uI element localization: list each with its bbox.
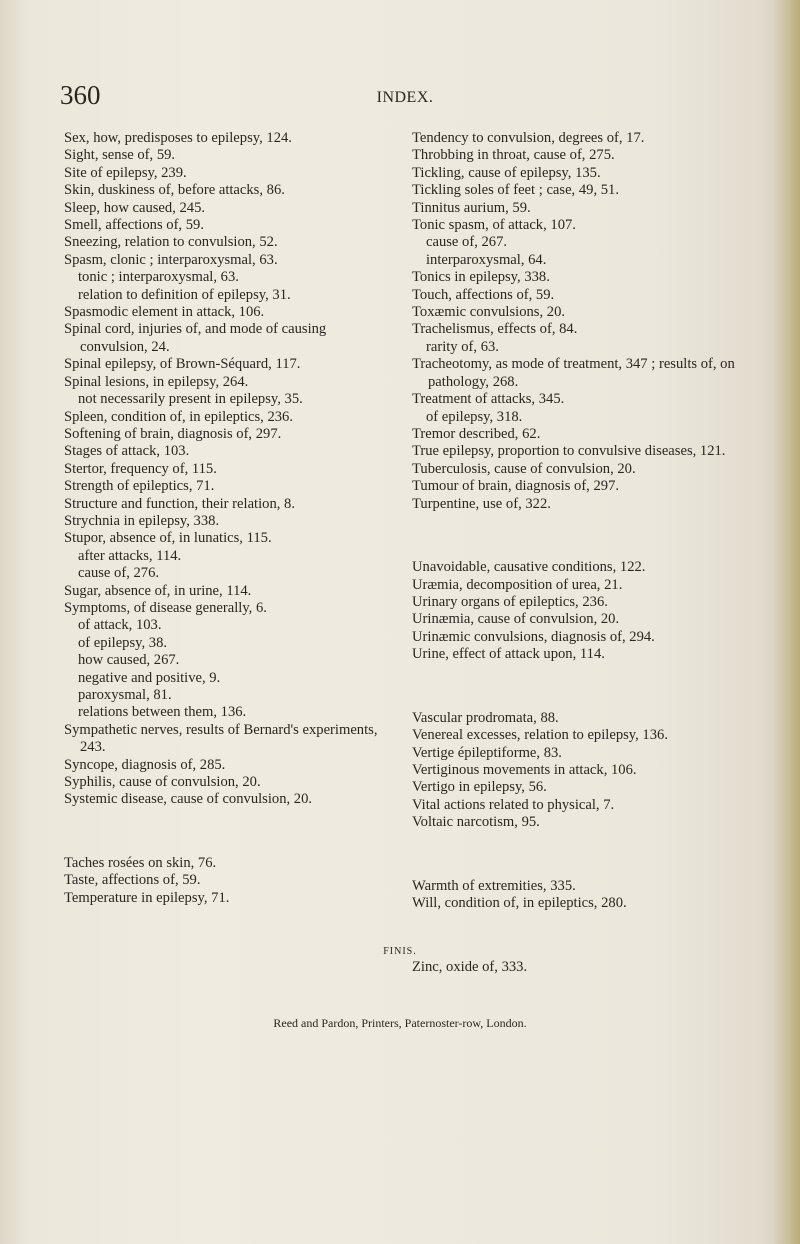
index-entry: Tracheotomy, as mode of treatment, 347 ; results of, on pathology, 268. [412, 356, 735, 390]
index-entry: Urinary organs of epileptics, 236. [412, 593, 608, 610]
index-entry: Stertor, frequency of, 115. [64, 460, 217, 477]
index-subentry: of epilepsy, 38. [78, 634, 168, 651]
index-entry: Tuberculosis, cause of convulsion, 20. [412, 460, 636, 477]
index-entry: Sneezing, relation to convulsion, 52. [64, 234, 278, 251]
index-entry: Vertige épileptiforme, 83. [412, 744, 562, 761]
index-subentry: relations between them, 136. [78, 704, 247, 721]
index-entry: Zinc, oxide of, 333. [412, 958, 528, 975]
index-entry: Tonics in epilepsy, 338. [412, 269, 550, 286]
index-subentry: relation to definition of epilepsy, 31. [78, 286, 291, 303]
index-entry: Voltaic narcotism, 95. [412, 814, 540, 831]
index-entry: Strychnia in epilepsy, 338. [64, 512, 220, 529]
index-entry: True epilepsy, proportion to convulsive diseases, 121. [412, 443, 726, 460]
index-entry: Vascular prodromata, 88. [412, 709, 559, 726]
index-column-right [412, 130, 742, 976]
index-entry: Will, condition of, in epileptics, 280. [412, 895, 627, 912]
index-entry: Stages of attack, 103. [64, 443, 190, 460]
index-entry: Syphilis, cause of convulsion, 20. [64, 774, 261, 791]
index-entry: Throbbing in throat, cause of, 275. [412, 147, 615, 164]
index-subentry: of attack, 103. [78, 617, 162, 634]
index-entry: Structure and function, their relation, 8. [64, 495, 295, 512]
index-entry: Site of epilepsy, 239. [64, 164, 187, 181]
index-entry: Tendency to convulsion, degrees of, 17. [412, 130, 645, 146]
index-entry: Smell, affections of, 59. [64, 217, 204, 234]
index-entry: Turpentine, use of, 322. [412, 495, 551, 512]
finis: FINIS. [383, 946, 417, 957]
index-entry: Vertiginous movements in attack, 106. [412, 761, 637, 778]
index-entry: Sight, sense of, 59. [64, 147, 176, 164]
index-entry: Spinal cord, injuries of, and mode of causing convulsion, 24. [64, 321, 327, 355]
section-gap [412, 846, 742, 863]
index-entry: Unavoidable, causative conditions, 122. [412, 559, 646, 576]
printer-imprint: Reed and Pardon, Printers, Paternoster-row, London. [273, 1016, 527, 1030]
index-entry: Spasmodic element in attack, 106. [64, 304, 265, 321]
index-entry: Urinæmic convulsions, diagnosis of, 294. [412, 628, 655, 645]
index-entry: Spleen, condition of, in epileptics, 236. [64, 408, 294, 425]
index-entry: Treatment of attacks, 345. [412, 391, 565, 408]
index-subentry: cause of, 267. [426, 234, 508, 251]
index-entry: Venereal excesses, relation to epilepsy, 136. [412, 727, 668, 744]
section-gap [412, 528, 742, 545]
page-number: 360 [60, 80, 101, 110]
index-entry: Sleep, how caused, 245. [64, 199, 206, 216]
index-entry: Touch, affections of, 59. [412, 286, 555, 303]
index-entry: Softening of brain, diagnosis of, 297. [64, 425, 282, 442]
index-entry: Sympathetic nerves, results of Bernard's experiments, 243. [64, 721, 378, 756]
index-entry: Uræmia, decomposition of urea, 21. [412, 576, 623, 593]
index-entry: Spinal epilepsy, of Brown-Séquard, 117. [64, 356, 301, 373]
index-subentry: not necessarily present in epilepsy, 35. [78, 391, 303, 408]
index-entry: Taste, affections of, 59. [64, 872, 201, 889]
index-entry: Tickling, cause of epilepsy, 135. [412, 164, 601, 181]
index-entry: Urine, effect of attack upon, 114. [412, 646, 605, 663]
index-subentry: tonic ; interparoxysmal, 63. [78, 269, 239, 286]
index-entry: Syncope, diagnosis of, 285. [64, 756, 226, 773]
index-entry: Vital actions related to physical, 7. [412, 796, 615, 813]
index-entry: Temperature in epilepsy, 71. [64, 889, 230, 906]
index-column-left [64, 130, 394, 907]
index-subentry: rarity of, 63. [426, 338, 499, 355]
index-entry: Urinæmia, cause of convulsion, 20. [412, 611, 620, 628]
running-head: INDEX. [376, 89, 434, 106]
index-subentry: how caused, 267. [78, 652, 180, 669]
index-subentry: after attacks, 114. [78, 547, 182, 564]
index-subentry: interparoxysmal, 64. [426, 251, 547, 268]
index-entry: Warmth of extremities, 335. [412, 877, 576, 894]
index-entry: Tonic spasm, of attack, 107. [412, 217, 576, 234]
page-edge [774, 0, 800, 1244]
section-gap [64, 823, 394, 840]
index-entry: Sex, how, predisposes to epilepsy, 124. [64, 130, 292, 146]
index-entry: Sugar, absence of, in urine, 114. [64, 582, 252, 599]
index-entry: Tinnitus aurium, 59. [412, 199, 531, 216]
index-entry: Vertigo in epilepsy, 56. [412, 779, 547, 796]
index-entry: Spinal lesions, in epilepsy, 264. [64, 373, 249, 390]
index-subentry: of epilepsy, 318. [426, 408, 523, 425]
index-entry: Systemic disease, cause of convulsion, 20. [64, 791, 313, 808]
index-entry: Stupor, absence of, in lunatics, 115. [64, 530, 272, 547]
index-entry: Taches rosées on skin, 76. [64, 855, 217, 872]
section-gap [412, 678, 742, 695]
index-subentry: negative and positive, 9. [78, 669, 221, 686]
index-entry: Spasm, clonic ; interparoxysmal, 63. [64, 251, 278, 268]
index-entry: Trachelismus, effects of, 84. [412, 321, 578, 338]
page-header [60, 80, 750, 110]
index-entry: Tumour of brain, diagnosis of, 297. [412, 478, 620, 495]
index-subentry: cause of, 276. [78, 565, 160, 582]
index-entry: Toxæmic convulsions, 20. [412, 304, 566, 321]
index-entry: Tremor described, 62. [412, 425, 541, 442]
index-entry: Symptoms, of disease generally, 6. [64, 599, 267, 616]
section-gap [412, 927, 742, 944]
index-entry: Tickling soles of feet ; case, 49, 51. [412, 182, 619, 199]
index-subentry: paroxysmal, 81. [78, 687, 172, 703]
index-entry: Strength of epileptics, 71. [64, 478, 215, 495]
index-entry: Skin, duskiness of, before attacks, 86. [64, 182, 285, 199]
